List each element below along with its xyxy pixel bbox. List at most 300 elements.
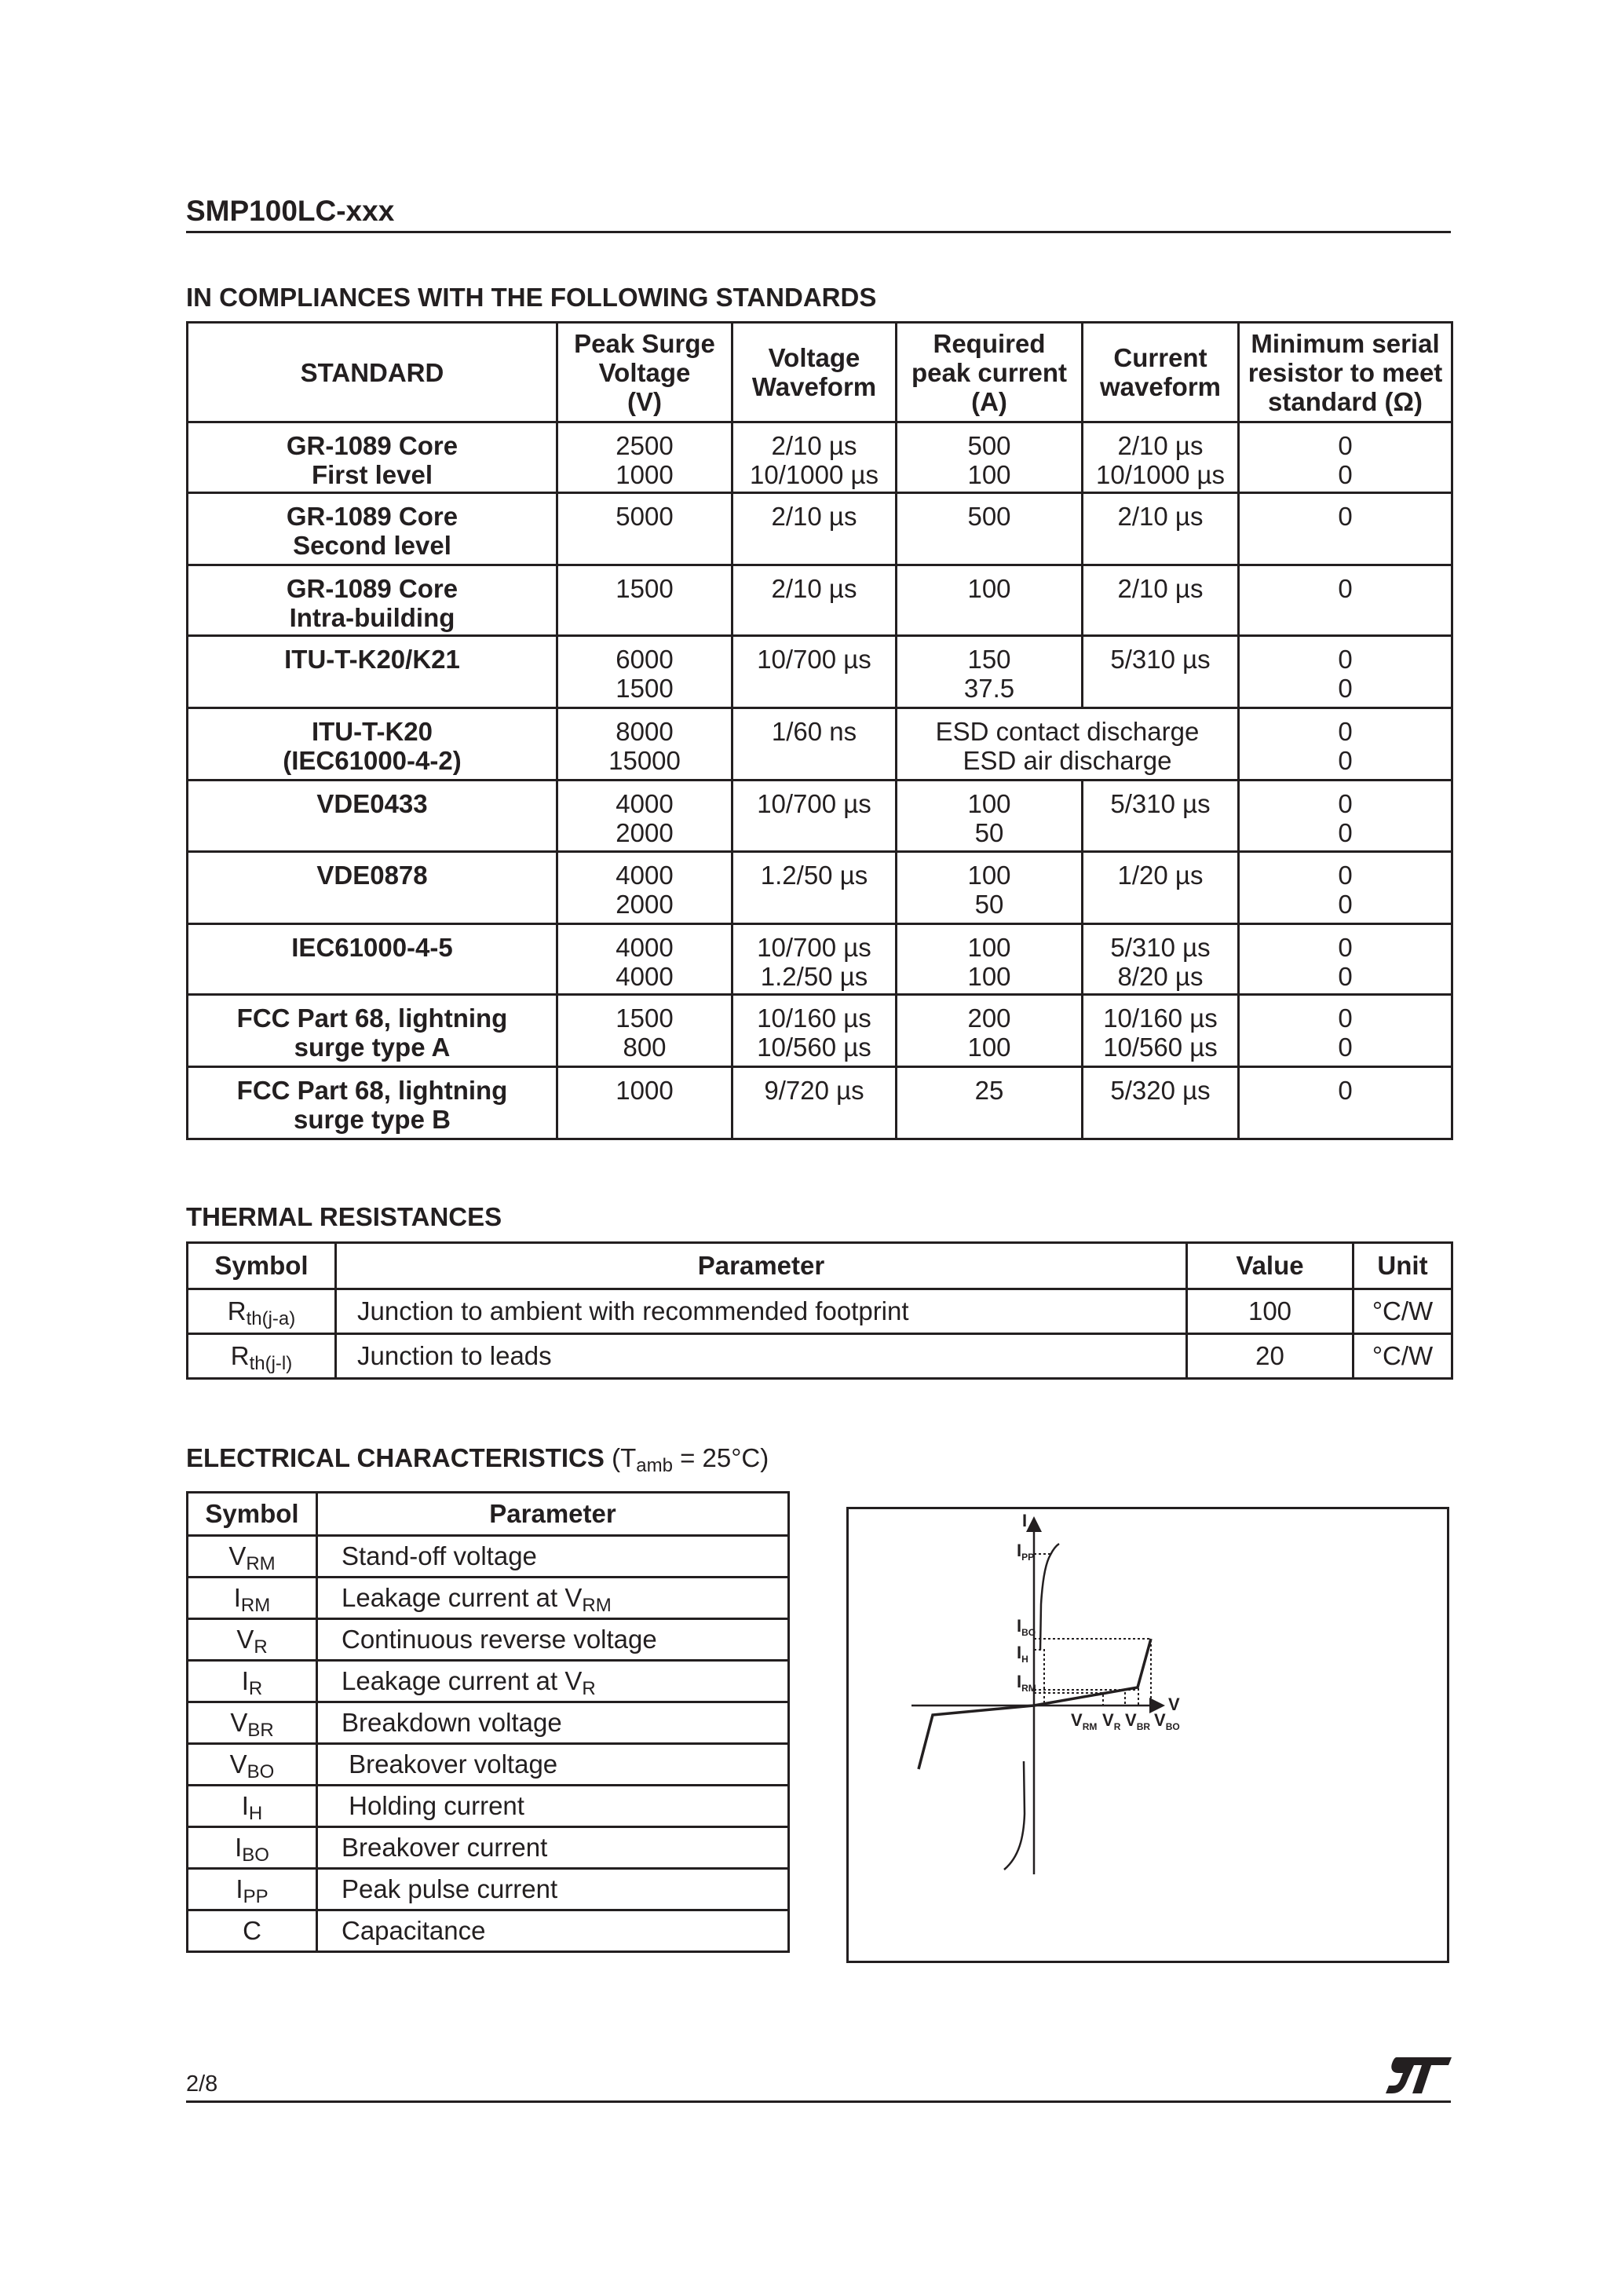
cell-voltage — [557, 708, 732, 781]
symbol-main: R — [230, 1341, 250, 1370]
v-axis-label: V — [1168, 1695, 1180, 1714]
symbol-sub: th(j-a) — [246, 1308, 296, 1329]
symbol-main: I — [241, 1791, 249, 1820]
cell-parameter: Junction to ambient with recommended footprint — [336, 1289, 1187, 1334]
dotted-guides — [1034, 1554, 1151, 1706]
v-label — [1102, 1710, 1121, 1732]
cell-line: 1/60 ns — [771, 717, 857, 746]
symbol-main: R — [227, 1296, 247, 1325]
cell-voltage — [557, 636, 732, 708]
table-row — [188, 1869, 789, 1910]
cell-line: 1500 — [616, 574, 674, 603]
cell-line: Intra-building — [289, 603, 455, 632]
column-header — [1083, 323, 1239, 422]
cell-line: ESD air discharge — [963, 746, 1172, 775]
cell-unit: °C/W — [1353, 1334, 1452, 1379]
symbol-sub: RM — [246, 1553, 276, 1574]
cell-voltage — [557, 781, 732, 852]
cell-line: 5/310 µs — [1110, 789, 1211, 818]
cell-parameter — [317, 1786, 789, 1827]
table-row — [188, 1661, 789, 1702]
symbol-main: V — [229, 1749, 247, 1779]
cell-standard — [188, 708, 557, 781]
cell-line: 2/10 µs — [771, 574, 857, 603]
table-row — [188, 1619, 789, 1661]
cell-line: 4000 — [616, 933, 674, 962]
table-row — [188, 708, 1452, 781]
cell-line: ITU-T-K20/K21 — [284, 645, 460, 674]
cell-line: GR-1089 Core — [286, 574, 458, 603]
table-row — [188, 852, 1452, 924]
label-main: V — [1102, 1710, 1114, 1730]
cell-vwave — [732, 924, 897, 995]
cell-line: 2/10 µs — [1117, 502, 1204, 531]
cell-line: 15000 — [608, 746, 681, 775]
cell-unit: °C/W — [1353, 1289, 1452, 1334]
cell-line: 0 — [1338, 789, 1353, 818]
i-label — [1017, 1643, 1028, 1665]
cell-line: 800 — [623, 1033, 667, 1062]
symbol-main: I — [241, 1666, 249, 1695]
symbol-main: V — [228, 1541, 247, 1570]
v-label — [1071, 1710, 1097, 1732]
cell-line: 10/560 µs — [1103, 1033, 1218, 1062]
table-row — [188, 1067, 1452, 1139]
label-main: I — [1017, 1541, 1022, 1560]
cell-line: 10/160 µs — [1103, 1004, 1218, 1033]
label-sub: BR — [1136, 1721, 1151, 1732]
cell-line: Voltage — [598, 357, 691, 387]
cell-symbol — [188, 1910, 317, 1952]
cell-symbol — [188, 1869, 317, 1910]
cell-parameter — [317, 1827, 789, 1869]
cell-cwave — [1083, 781, 1239, 852]
cell-line: 0 — [1338, 460, 1353, 489]
cell-line: (A) — [971, 386, 1007, 416]
cell-symbol — [188, 1289, 336, 1334]
electrical-heading-text: ELECTRICAL CHARACTERISTICS — [186, 1443, 605, 1472]
table-row — [188, 1334, 1452, 1379]
cell-line: 100 — [967, 1033, 1011, 1062]
cell-line: 10/700 µs — [757, 645, 871, 674]
cell-current — [897, 565, 1083, 636]
cell-symbol — [188, 1619, 317, 1661]
parameter-text: Stand-off voltage — [342, 1541, 537, 1570]
cell-resistor — [1239, 493, 1452, 565]
cell-line: 0 — [1338, 574, 1353, 603]
cell-resistor — [1239, 565, 1452, 636]
cell-line: (IEC61000-4-2) — [283, 746, 462, 775]
symbol-sub: RM — [240, 1595, 271, 1616]
thermal-heading: THERMAL RESISTANCES — [186, 1202, 502, 1231]
cell-line: 8000 — [616, 717, 674, 746]
symbol-main: I — [233, 1583, 241, 1612]
cell-line: surge type A — [294, 1033, 451, 1062]
symbol-main: I — [235, 1833, 243, 1862]
cell-line: (V) — [627, 386, 662, 416]
label-sub: RM — [1082, 1721, 1098, 1732]
i-label — [1017, 1541, 1034, 1563]
cell-line: 0 — [1338, 933, 1353, 962]
cell-symbol — [188, 1661, 317, 1702]
parameter-text: Breakover current — [342, 1833, 548, 1862]
cell-symbol — [188, 1334, 336, 1379]
cell-symbol — [188, 1536, 317, 1578]
parameter-text: Continuous reverse voltage — [342, 1625, 657, 1654]
column-header — [188, 323, 557, 422]
cell-vwave — [732, 1067, 897, 1139]
cell-line: Minimum serial — [1251, 328, 1440, 358]
cell-resistor — [1239, 636, 1452, 708]
cell-line: 2/10 µs — [1117, 431, 1204, 460]
cell-voltage — [557, 852, 732, 924]
cell-line: Voltage — [768, 343, 860, 372]
label-sub: BO — [1021, 1627, 1036, 1638]
cell-cwave — [1083, 565, 1239, 636]
iv-curve-svg — [845, 1500, 1449, 1971]
cell-vwave — [732, 422, 897, 493]
cell-symbol — [188, 1744, 317, 1786]
cell-line: 10/700 µs — [757, 933, 871, 962]
cell-cwave — [1083, 422, 1239, 493]
cell-line: 25 — [974, 1076, 1004, 1105]
cell-line: 1500 — [616, 674, 674, 703]
table-row — [188, 781, 1452, 852]
cell-standard — [188, 852, 557, 924]
cell-parameter — [317, 1869, 789, 1910]
cell-standard — [188, 636, 557, 708]
cell-line: ITU-T-K20 — [311, 717, 433, 746]
cell-line: 2/10 µs — [771, 502, 857, 531]
cell-resistor — [1239, 1067, 1452, 1139]
cell-parameter — [317, 1578, 789, 1619]
cell-standard — [188, 924, 557, 995]
cell-current — [897, 852, 1083, 924]
cell-line: 4000 — [616, 962, 674, 991]
table-row — [188, 1910, 789, 1952]
cell-line: 150 — [967, 645, 1011, 674]
cell-symbol — [188, 1578, 317, 1619]
st-logo — [1386, 2056, 1452, 2095]
cell-line: 5000 — [616, 502, 674, 531]
table-row — [188, 565, 1452, 636]
cell-vwave — [732, 852, 897, 924]
cell-cwave — [1083, 852, 1239, 924]
ih-guide — [1034, 1650, 1044, 1706]
label-main: V — [1154, 1710, 1166, 1730]
parameter-text: Holding current — [342, 1791, 524, 1820]
cell-line: 0 — [1338, 962, 1353, 991]
cell-symbol — [188, 1827, 317, 1869]
cond-open: (T — [612, 1443, 637, 1472]
table-row — [188, 1289, 1452, 1334]
cell-line: resistor to meet — [1248, 357, 1443, 387]
label-sub: R — [1113, 1721, 1121, 1732]
table-row — [188, 995, 1452, 1067]
symbol-sub: R — [254, 1636, 268, 1658]
cell-parameter — [317, 1536, 789, 1578]
cell-line: Second level — [293, 531, 451, 560]
cell-voltage — [557, 422, 732, 493]
header-rule — [186, 231, 1451, 233]
cell-cwave — [1083, 995, 1239, 1067]
cell-voltage — [557, 924, 732, 995]
cell-value: 20 — [1187, 1334, 1353, 1379]
cell-line: 10/700 µs — [757, 789, 871, 818]
cell-line: 0 — [1338, 818, 1353, 847]
cell-line: 0 — [1338, 674, 1353, 703]
cell-vwave — [732, 565, 897, 636]
cell-line: 500 — [967, 502, 1011, 531]
label-sub: BO — [1165, 1721, 1180, 1732]
column-header — [1239, 323, 1452, 422]
cell-line: VDE0433 — [316, 789, 428, 818]
column-header: Parameter — [317, 1493, 789, 1536]
cell-merged — [897, 708, 1239, 781]
cell-line: 5/310 µs — [1110, 645, 1211, 674]
cell-line: 2000 — [616, 818, 674, 847]
label-sub: PP — [1021, 1552, 1035, 1563]
cell-parameter — [317, 1661, 789, 1702]
cell-vwave — [732, 708, 897, 781]
cell-line: 37.5 — [963, 674, 1015, 703]
cell-parameter — [317, 1702, 789, 1744]
cell-line: STANDARD — [300, 357, 444, 387]
symbol-sub: BO — [247, 1761, 275, 1782]
cell-line: 50 — [974, 818, 1004, 847]
cell-line: 100 — [967, 933, 1011, 962]
cell-line: GR-1089 Core — [286, 502, 458, 531]
document-title: SMP100LC-xxx — [186, 195, 395, 227]
cell-line: 2/10 µs — [771, 431, 857, 460]
cell-line: 0 — [1338, 1033, 1353, 1062]
cell-current — [897, 493, 1083, 565]
cell-line: peak current — [911, 357, 1068, 387]
table-row — [188, 1536, 789, 1578]
cell-cwave — [1083, 636, 1239, 708]
symbol-sub: BR — [247, 1720, 274, 1741]
cell-line: 10/1000 µs — [750, 460, 879, 489]
cell-line: 200 — [967, 1004, 1011, 1033]
cell-line: 2/10 µs — [1117, 574, 1204, 603]
cond-sub: amb — [636, 1455, 673, 1476]
cell-resistor — [1239, 422, 1452, 493]
column-header: Symbol — [188, 1243, 336, 1289]
cell-resistor — [1239, 781, 1452, 852]
column-header: Unit — [1353, 1243, 1452, 1289]
cell-parameter — [317, 1619, 789, 1661]
cell-line: 100 — [967, 962, 1011, 991]
cell-line: IEC61000-4-5 — [291, 933, 453, 962]
cell-line: 100 — [967, 789, 1011, 818]
compliance-table — [186, 321, 1453, 1140]
cell-standard — [188, 1067, 557, 1139]
cell-line: 1/20 µs — [1117, 861, 1204, 890]
cell-current — [897, 924, 1083, 995]
electrical-heading — [186, 1443, 769, 1476]
symbol-sub: H — [248, 1803, 263, 1824]
cond-close: = 25°C) — [672, 1443, 769, 1472]
table-row — [188, 1744, 789, 1786]
table-row — [188, 636, 1452, 708]
cell-line: 4000 — [616, 861, 674, 890]
label-sub: H — [1021, 1654, 1028, 1665]
cell-line: 8/20 µs — [1117, 962, 1204, 991]
cell-current — [897, 995, 1083, 1067]
column-header: Value — [1187, 1243, 1353, 1289]
iv-curve-lower — [1004, 1761, 1025, 1870]
i-axis-label: I — [1022, 1511, 1028, 1530]
table-row — [188, 924, 1452, 995]
column-header — [557, 323, 732, 422]
cell-value: 100 — [1187, 1289, 1353, 1334]
cell-line: 2500 — [616, 431, 674, 460]
cell-voltage — [557, 1067, 732, 1139]
column-header — [897, 323, 1083, 422]
cell-line: ESD contact discharge — [935, 717, 1200, 746]
label-main: V — [1125, 1710, 1137, 1730]
table-row — [188, 1578, 789, 1619]
electrical-table — [186, 1491, 790, 1953]
cell-line: 0 — [1338, 861, 1353, 890]
symbol-sub: th(j-l) — [249, 1353, 293, 1374]
cell-line: 0 — [1338, 1076, 1353, 1105]
table-row — [188, 422, 1452, 493]
parameter-sub: R — [582, 1678, 596, 1699]
cell-current — [897, 422, 1083, 493]
cell-line: 1000 — [616, 1076, 674, 1105]
cell-cwave — [1083, 924, 1239, 995]
parameter-text: Leakage current at V — [342, 1666, 583, 1695]
label-main: I — [1017, 1616, 1022, 1636]
cell-current — [897, 781, 1083, 852]
cell-line: 1.2/50 µs — [760, 861, 868, 890]
cell-line: FCC Part 68, lightning — [236, 1076, 508, 1105]
cell-line: GR-1089 Core — [286, 431, 458, 460]
cell-line: 100 — [967, 460, 1011, 489]
cell-resistor — [1239, 708, 1452, 781]
cell-vwave — [732, 995, 897, 1067]
page-number: 2/8 — [186, 2071, 218, 2097]
cell-resistor — [1239, 995, 1452, 1067]
cell-line: 50 — [974, 890, 1004, 919]
cell-voltage — [557, 493, 732, 565]
cell-line: 4000 — [616, 789, 674, 818]
cell-line: 10/560 µs — [757, 1033, 871, 1062]
table-row — [188, 1786, 789, 1827]
cell-line: Waveform — [751, 372, 877, 401]
cell-symbol — [188, 1786, 317, 1827]
cell-current — [897, 1067, 1083, 1139]
cell-standard — [188, 422, 557, 493]
table-row — [188, 1827, 789, 1869]
cell-line: 9/720 µs — [764, 1076, 864, 1105]
cell-line: FCC Part 68, lightning — [236, 1004, 508, 1033]
cell-line: 5/310 µs — [1110, 933, 1211, 962]
parameter-text: Breakover voltage — [342, 1749, 558, 1779]
label-main: I — [1017, 1643, 1022, 1662]
cell-parameter: Junction to leads — [336, 1334, 1187, 1379]
label-sub: RM — [1021, 1683, 1036, 1694]
cell-line: 1000 — [616, 460, 674, 489]
symbol-sub: BO — [242, 1844, 269, 1866]
cell-cwave — [1083, 1067, 1239, 1139]
cell-line: 0 — [1338, 890, 1353, 919]
column-header — [732, 323, 897, 422]
label-main: I — [1017, 1672, 1022, 1691]
label-main: V — [1071, 1710, 1083, 1730]
cell-line: Peak Surge — [574, 328, 715, 358]
symbol-main: V — [236, 1625, 254, 1654]
cell-line: 0 — [1338, 746, 1353, 775]
cell-resistor — [1239, 852, 1452, 924]
cell-voltage — [557, 995, 732, 1067]
cell-line: 0 — [1338, 502, 1353, 531]
table-row — [188, 493, 1452, 565]
cell-line: 500 — [967, 431, 1011, 460]
column-header: Symbol — [188, 1493, 317, 1536]
parameter-text: Leakage current at V — [342, 1583, 583, 1612]
cell-standard — [188, 995, 557, 1067]
column-header: Parameter — [336, 1243, 1187, 1289]
parameter-text: Peak pulse current — [342, 1874, 558, 1903]
parameter-sub: RM — [582, 1595, 612, 1616]
cell-line: 1500 — [616, 1004, 674, 1033]
cell-line: waveform — [1099, 372, 1222, 401]
table-row — [188, 1702, 789, 1744]
cell-line: 0 — [1338, 645, 1353, 674]
cell-voltage — [557, 565, 732, 636]
symbol-main: V — [230, 1708, 248, 1737]
cell-line: 0 — [1338, 717, 1353, 746]
cell-line: 1.2/50 µs — [760, 962, 868, 991]
cell-line: 10/160 µs — [757, 1004, 871, 1033]
symbol-main: C — [243, 1916, 261, 1945]
cell-cwave — [1083, 493, 1239, 565]
symbol-sub: PP — [243, 1886, 269, 1907]
cell-line: surge type B — [294, 1105, 451, 1134]
cell-line: Required — [933, 328, 1046, 358]
cell-vwave — [732, 636, 897, 708]
electrical-condition — [612, 1443, 769, 1476]
iv-curve-upper — [1040, 1544, 1059, 1650]
cell-parameter — [317, 1910, 789, 1952]
cell-line: 100 — [967, 574, 1011, 603]
cell-line: standard (Ω) — [1268, 386, 1423, 416]
cell-line: 0 — [1338, 431, 1353, 460]
cell-line: 10/1000 µs — [1096, 460, 1225, 489]
cell-line: Current — [1113, 343, 1207, 372]
cell-line: 0 — [1338, 1004, 1353, 1033]
cell-vwave — [732, 781, 897, 852]
parameter-text: Capacitance — [342, 1916, 486, 1945]
cell-vwave — [732, 493, 897, 565]
compliance-heading: IN COMPLIANCES WITH THE FOLLOWING STANDARDS — [186, 283, 877, 312]
symbol-sub: R — [248, 1678, 263, 1699]
cell-line: 2000 — [616, 890, 674, 919]
parameter-text: Breakdown voltage — [342, 1708, 562, 1737]
cell-resistor — [1239, 924, 1452, 995]
v-label — [1125, 1710, 1150, 1732]
cell-line: 6000 — [616, 645, 674, 674]
symbol-main: I — [236, 1874, 243, 1903]
thermal-table — [186, 1241, 1453, 1380]
footer-rule — [186, 2100, 1451, 2103]
i-label — [1017, 1616, 1036, 1638]
cell-symbol — [188, 1702, 317, 1744]
cell-line: 100 — [967, 861, 1011, 890]
cell-parameter — [317, 1744, 789, 1786]
